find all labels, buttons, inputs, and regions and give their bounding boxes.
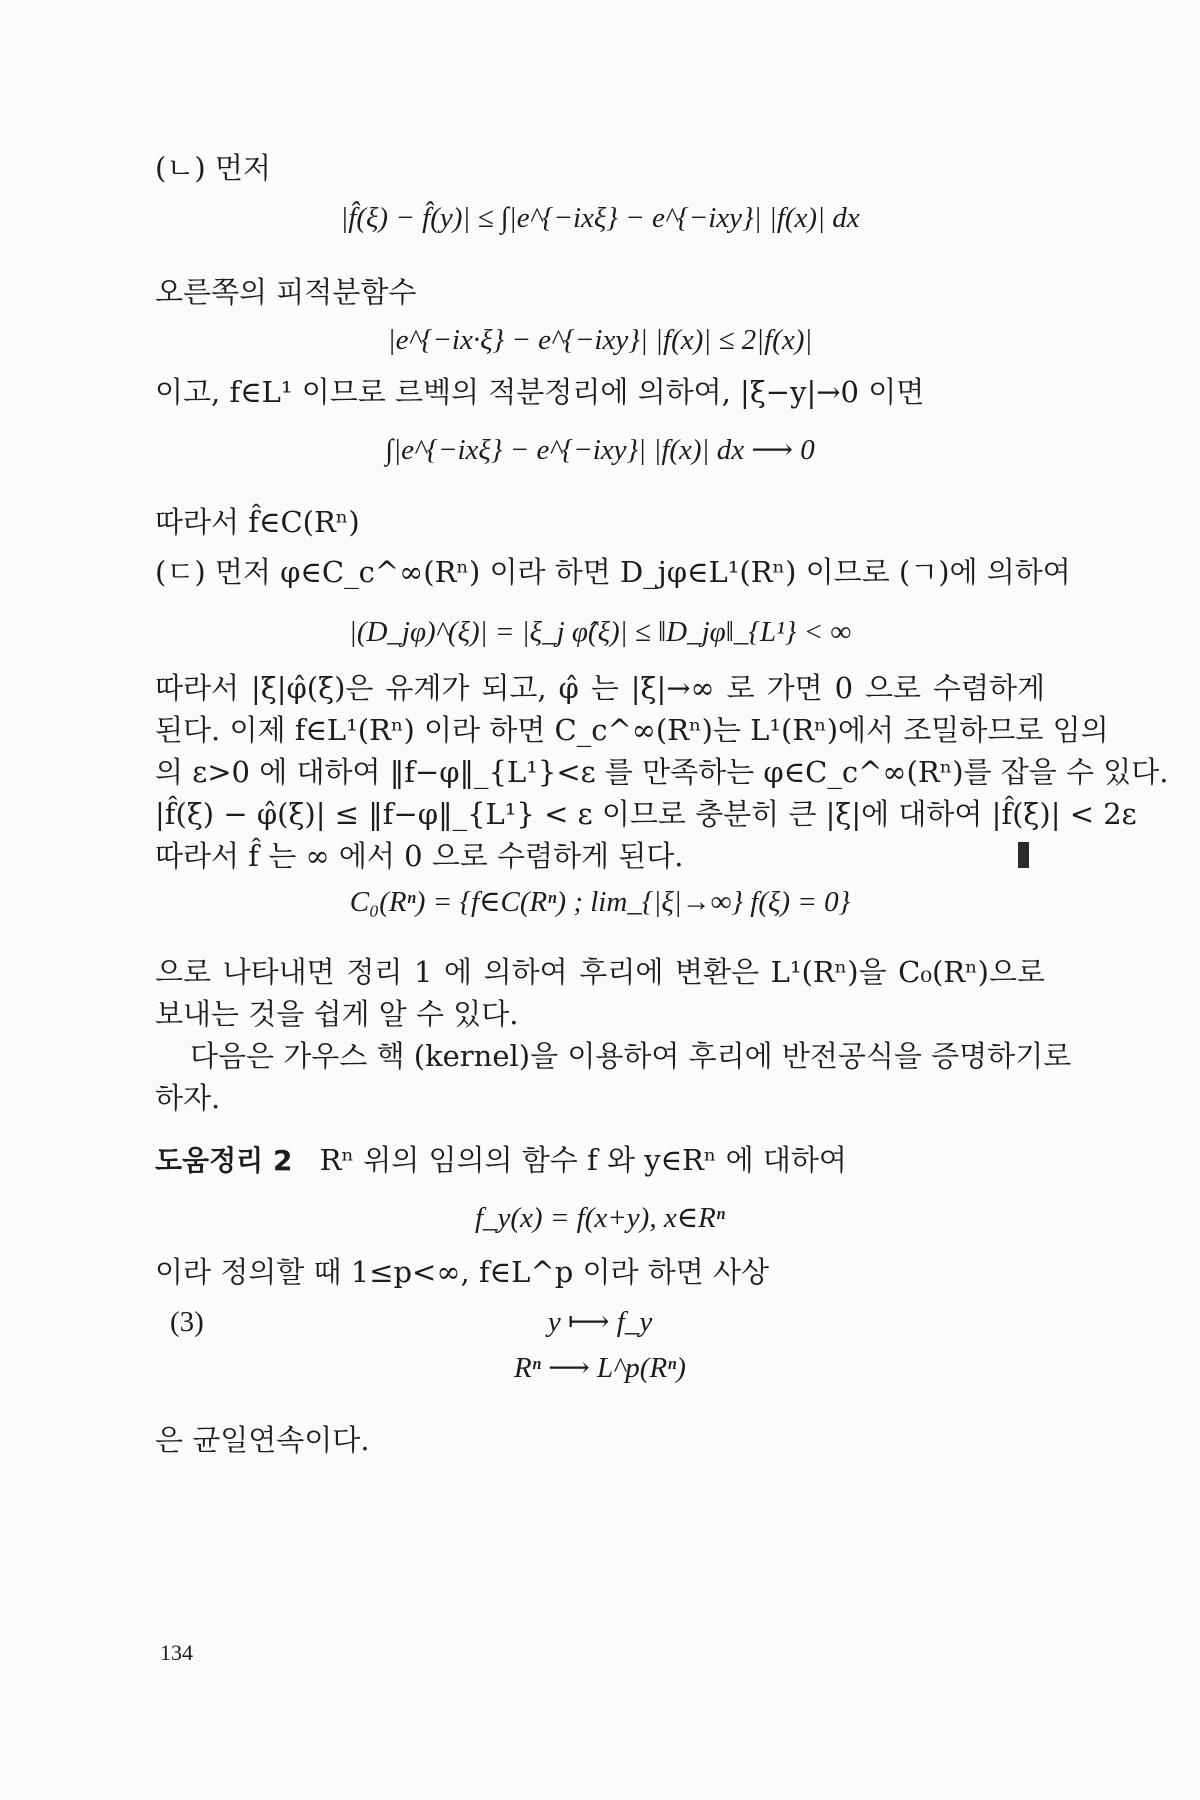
- equation: |f̂(ξ) − f̂(y)| ≤ ∫|e^{−ixξ} − e^{−ixy}| |f(x)| dx: [340, 202, 860, 234]
- text-line: 은 균일연속이다.: [155, 1423, 370, 1457]
- text-line: 의 ε>0 에 대하여 ‖f−φ‖_{L¹}<ε 를 만족하는 φ∈C_c^∞(Rⁿ)를 잡을 수 있다.: [155, 755, 1169, 789]
- text-line: 으로 나타내면 정리 1 에 의하여 후리에 변환은 L¹(Rⁿ)을 C₀(Rⁿ)으로: [155, 955, 1045, 989]
- text-line: [155, 836, 1045, 876]
- text-line: 이라 정의할 때 1≤p<∞, f∈L^p 이라 하면 사상: [155, 1255, 770, 1289]
- text-line: 따라서 f̂∈C(Rⁿ): [155, 505, 360, 539]
- equation: f_y(x) = f(x+y), x∈Rⁿ: [474, 1202, 726, 1234]
- text-line: 따라서 |ξ|φ̂(ξ)은 유계가 되고, φ̂ 는 |ξ|→∞ 로 가면 0 으로 수렴하게: [155, 671, 1045, 705]
- text-line: 보내는 것을 쉽게 알 수 있다.: [155, 997, 519, 1031]
- equation: C₀(Rⁿ) = {f∈C(Rⁿ) ; lim_{|ξ|→∞} f(ξ) = 0}: [349, 886, 851, 918]
- equation: ∫|e^{−ixξ} − e^{−ixy}| |f(x)| dx ⟶ 0: [385, 434, 815, 466]
- lemma-heading: 도움정리 2: [155, 1144, 293, 1177]
- equation: y ⟼ f_y: [547, 1306, 653, 1338]
- equation: Rⁿ ⟶ L^p(Rⁿ): [514, 1352, 686, 1384]
- text-line: 된다. 이제 f∈L¹(Rⁿ) 이라 하면 C_c^∞(Rⁿ)는 L¹(Rⁿ)에서 조밀하므로 임의: [155, 713, 1109, 747]
- text-line: (ㄴ) 먼저: [155, 151, 271, 185]
- text-line: 하자.: [155, 1081, 221, 1115]
- page-number: 134: [160, 1640, 193, 1665]
- text-line: 오른쪽의 피적분함수: [155, 275, 417, 309]
- text-line: (ㄷ) 먼저 φ∈C_c^∞(Rⁿ) 이라 하면 D_jφ∈L¹(Rⁿ) 이므로 (ㄱ)에 의하여: [155, 555, 1071, 589]
- text-span: 따라서 f̂ 는 ∞ 에서 0 으로 수렴하게 된다.: [155, 839, 684, 873]
- lemma-line: [155, 1140, 1045, 1181]
- equation: |(D_jφ)^(ξ)| = |ξ_j φ̂(ξ)| ≤ ‖D_jφ‖_{L¹} < ∞: [348, 616, 852, 648]
- text-line: 다음은 가우스 핵 (kernel)을 이용하여 후리에 반전공식을 증명하기로: [190, 1039, 1072, 1073]
- qed-mark: [1008, 842, 1029, 868]
- text-line: 이고, f∈L¹ 이므로 르벡의 적분정리에 의하여, |ξ−y|→0 이면: [155, 375, 925, 409]
- equation-number: (3): [170, 1306, 204, 1338]
- equation: |e^{−ix·ξ} − e^{−ixy}| |f(x)| ≤ 2|f(x)|: [387, 324, 813, 356]
- text-line: |f̂(ξ) − φ̂(ξ)| ≤ ‖f−φ‖_{L¹} < ε 이므로 충분히 큰 |ξ|에 대하여 |f̂(ξ)| < 2ε: [155, 797, 1137, 831]
- lemma-text: Rⁿ 위의 임의의 함수 f 와 y∈Rⁿ 에 대하여: [319, 1143, 847, 1177]
